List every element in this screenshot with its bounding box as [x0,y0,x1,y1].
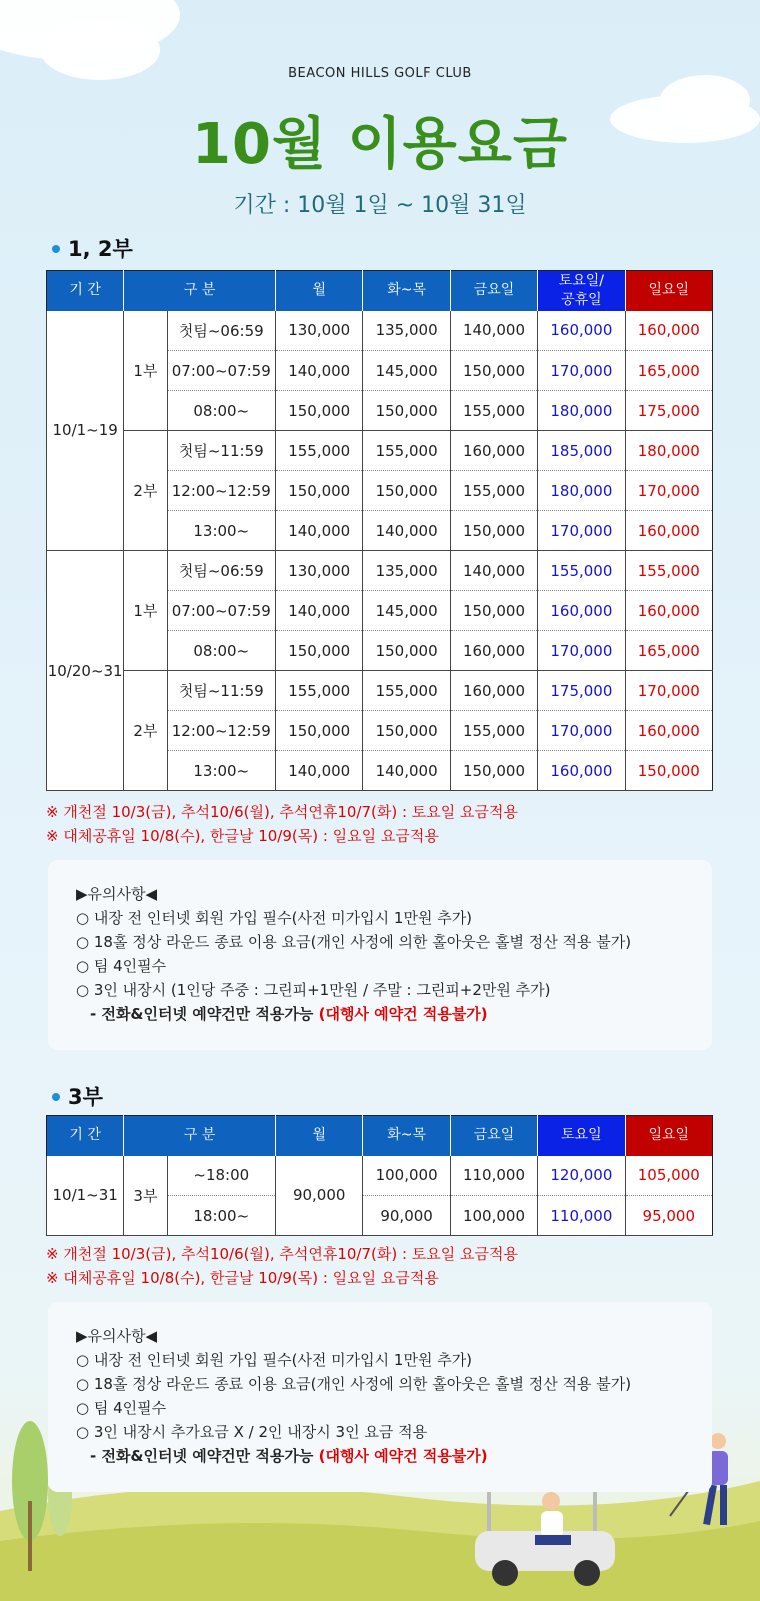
notice-box-3 [48,1302,712,1492]
price-monday: 155,000 [276,431,363,471]
price-tue-thu: 135,000 [363,551,450,591]
price-friday: 150,000 [450,351,537,391]
price-saturday: 160,000 [538,591,625,631]
bullet-dot-icon [52,245,60,253]
notice-emphasis-red: (대행사 예약건 적용불가) [318,1447,488,1465]
notice-item: ○ 3인 내장시 추가요금 X / 2인 내장시 3인 요금 적용 [76,1423,428,1441]
time-cell: 12:00~12:59 [167,711,275,751]
section-label-3 [52,1081,103,1111]
price-sunday: 155,000 [625,551,712,591]
header-tue-thu: 화~목 [363,271,450,311]
price-sunday: 150,000 [625,751,712,791]
time-cell: 07:00~07:59 [167,591,275,631]
table-row [47,431,713,471]
price-sunday: 175,000 [625,391,712,431]
price-tue-thu: 145,000 [363,591,450,631]
price-saturday: 170,000 [538,631,625,671]
note-line: ※ 대체공휴일 10/8(수), 한글날 10/9(목) : 일요일 요금적용 [46,1269,439,1287]
notice-item: ○ 팀 4인필수 [76,957,167,975]
price-saturday: 175,000 [538,671,625,711]
part-cell: 1부 [124,551,167,671]
price-saturday: 180,000 [538,471,625,511]
notice-item: ○ 내장 전 인터넷 회원 가입 필수(사전 미가입시 1만원 추가) [76,1351,473,1369]
price-friday: 140,000 [450,551,537,591]
time-cell: 12:00~12:59 [167,471,275,511]
bullet-dot-icon [52,1093,60,1101]
price-sunday: 165,000 [625,631,712,671]
table-row [47,311,713,351]
header-saturday: 토요일 [538,1116,625,1156]
price-monday: 150,000 [276,471,363,511]
time-cell: 첫팀~11:59 [167,431,275,471]
notice-heading: ▶유의사항◀ [76,885,158,903]
header-category: 구 분 [124,1116,276,1156]
price-friday: 150,000 [450,511,537,551]
header-period: 기 간 [47,271,124,311]
time-cell: 13:00~ [167,751,275,791]
price-monday: 150,000 [276,711,363,751]
table-row [47,1156,713,1196]
price-monday: 155,000 [276,671,363,711]
price-saturday: 185,000 [538,431,625,471]
price-tue-thu: 140,000 [363,511,450,551]
page-title: 10월 이용요금 [192,112,568,177]
note-line: ※ 개천절 10/3(금), 추석10/6(월), 추석연휴10/7(화) : 토요일 요금적용 [46,1245,519,1263]
part-cell: 3부 [124,1156,167,1236]
price-friday: 160,000 [450,631,537,671]
period-cell: 10/1~19 [47,311,124,551]
price-monday: 90,000 [276,1156,363,1236]
section-label-text: 1, 2부 [68,237,133,261]
price-monday: 140,000 [276,351,363,391]
table-row [47,671,713,711]
holiday-notes-3 [46,1242,518,1290]
time-cell: 첫팀~06:59 [167,551,275,591]
price-tue-thu: 155,000 [363,431,450,471]
price-tue-thu: 100,000 [363,1156,450,1196]
header-period: 기 간 [47,1116,124,1156]
club-name: BEACON HILLS GOLF CLUB [288,66,472,81]
rate-table-3 [46,1115,713,1236]
price-friday: 155,000 [450,391,537,431]
section-label-text: 3부 [68,1085,103,1109]
price-friday: 100,000 [450,1196,537,1236]
price-saturday: 120,000 [538,1156,625,1196]
price-saturday: 170,000 [538,351,625,391]
price-friday: 150,000 [450,751,537,791]
header-saturday-line1: 토요일/ [558,272,605,289]
price-tue-thu: 150,000 [363,631,450,671]
part-cell: 2부 [124,671,167,791]
price-sunday: 170,000 [625,671,712,711]
header-monday: 월 [276,1116,363,1156]
notice-emphasis-red: (대행사 예약건 적용불가) [318,1005,488,1023]
rate-table-1-2 [46,270,713,791]
price-saturday: 155,000 [538,551,625,591]
note-line: ※ 대체공휴일 10/8(수), 한글날 10/9(목) : 일요일 요금적용 [46,827,439,845]
price-monday: 150,000 [276,391,363,431]
price-friday: 110,000 [450,1156,537,1196]
price-monday: 140,000 [276,591,363,631]
time-cell: 첫팀~06:59 [167,311,275,351]
notice-item: ○ 18홀 정상 라운드 종료 이용 요금(개인 사정에 의한 홀아웃은 홀별 정산 적용 불가) [76,1375,632,1393]
part-cell: 1부 [124,311,167,431]
header-category: 구 분 [124,271,276,311]
price-sunday: 180,000 [625,431,712,471]
price-sunday: 160,000 [625,511,712,551]
price-friday: 155,000 [450,711,537,751]
price-tue-thu: 150,000 [363,711,450,751]
price-sunday: 160,000 [625,311,712,351]
price-tue-thu: 140,000 [363,751,450,791]
time-cell: 13:00~ [167,511,275,551]
time-cell: 07:00~07:59 [167,351,275,391]
time-cell: 08:00~ [167,391,275,431]
price-monday: 140,000 [276,511,363,551]
price-tue-thu: 150,000 [363,471,450,511]
price-saturday: 170,000 [538,711,625,751]
price-sunday: 160,000 [625,591,712,631]
price-tue-thu: 150,000 [363,391,450,431]
price-tue-thu: 90,000 [363,1196,450,1236]
price-monday: 140,000 [276,751,363,791]
price-tue-thu: 135,000 [363,311,450,351]
notice-item: ○ 팀 4인필수 [76,1399,167,1417]
price-saturday: 110,000 [538,1196,625,1236]
notice-item: ○ 내장 전 인터넷 회원 가입 필수(사전 미가입시 1만원 추가) [76,909,473,927]
price-saturday: 180,000 [538,391,625,431]
header-sunday: 일요일 [625,1116,712,1156]
notice-emphasis [76,1444,712,1468]
note-line: ※ 개천절 10/3(금), 추석10/6(월), 추석연휴10/7(화) : 토요일 요금적용 [46,803,519,821]
price-friday: 155,000 [450,471,537,511]
header-friday: 금요일 [450,271,537,311]
header-saturday-line2: 공휴일 [561,291,602,308]
notice-heading: ▶유의사항◀ [76,1327,158,1345]
notice-emphasis-text: - 전화&인터넷 예약건만 적용가능 [90,1005,314,1023]
price-friday: 160,000 [450,671,537,711]
period-cell: 10/1~31 [47,1156,124,1236]
price-monday: 130,000 [276,551,363,591]
time-cell: 08:00~ [167,631,275,671]
table-row [47,551,713,591]
header-sunday: 일요일 [625,271,712,311]
price-sunday: 105,000 [625,1156,712,1196]
header-tue-thu: 화~목 [363,1116,450,1156]
period-cell: 10/20~31 [47,551,124,791]
price-saturday: 170,000 [538,511,625,551]
notice-box-1 [48,860,712,1050]
price-sunday: 170,000 [625,471,712,511]
price-friday: 150,000 [450,591,537,631]
section-label-1-2 [52,233,133,263]
price-friday: 160,000 [450,431,537,471]
header-monday: 월 [276,271,363,311]
notice-item: ○ 3인 내장시 (1인당 주중 : 그린피+1만원 / 주말 : 그린피+2만원 추가) [76,981,551,999]
header-saturday-holiday [538,271,625,311]
notice-emphasis [76,1002,712,1026]
price-friday: 140,000 [450,311,537,351]
price-sunday: 160,000 [625,711,712,751]
price-monday: 130,000 [276,311,363,351]
price-sunday: 165,000 [625,351,712,391]
price-tue-thu: 155,000 [363,671,450,711]
price-saturday: 160,000 [538,311,625,351]
notice-emphasis-text: - 전화&인터넷 예약건만 적용가능 [90,1447,314,1465]
time-cell: ~18:00 [167,1156,275,1196]
price-sunday: 95,000 [625,1196,712,1236]
price-saturday: 160,000 [538,751,625,791]
notice-item: ○ 18홀 정상 라운드 종료 이용 요금(개인 사정에 의한 홀아웃은 홀별 정산 적용 불가) [76,933,632,951]
time-cell: 18:00~ [167,1196,275,1236]
part-cell: 2부 [124,431,167,551]
period-text: 기간 : 10월 1일 ~ 10월 31일 [233,193,527,218]
price-tue-thu: 145,000 [363,351,450,391]
header-friday: 금요일 [450,1116,537,1156]
holiday-notes-1 [46,800,518,848]
price-monday: 150,000 [276,631,363,671]
time-cell: 첫팀~11:59 [167,671,275,711]
